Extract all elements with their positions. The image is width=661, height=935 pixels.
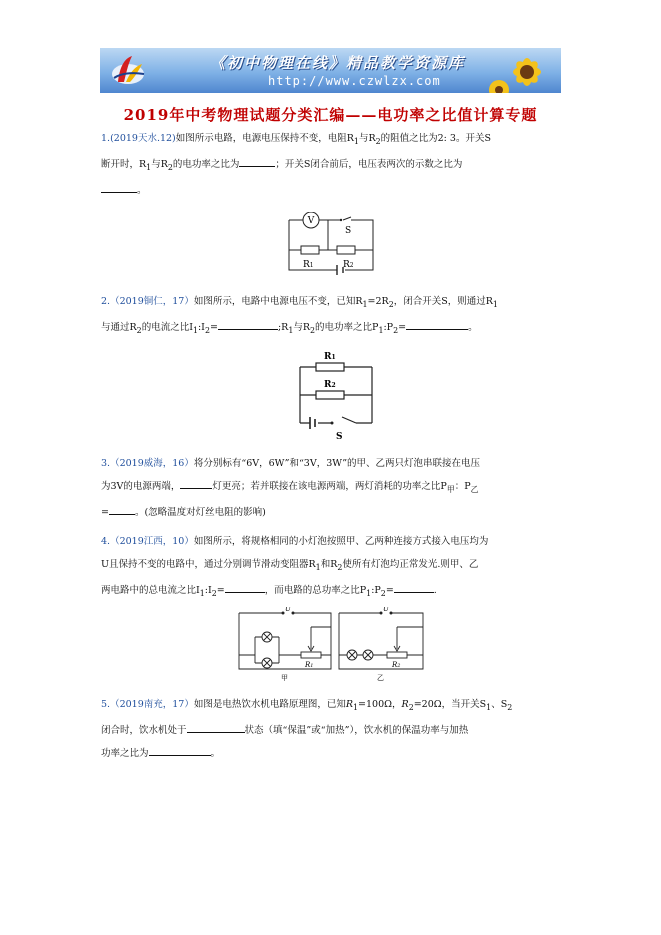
answer-blank[interactable] [239,156,275,167]
question-source: 2.（2019铜仁，17） [101,296,194,307]
question-4: 4.（2019江西，10）如图所示，将规格相同的小灯泡按照甲、乙两种连接方式接入电压均为 U且保持不变的电路中，通过分别调节滑动变阻器$R_1$和$R_2$使所有灯泡均正常发光.则甲、乙 两电路中的总电流之比$I_1:I_2=$ ，而电路的总功率之比$P_1:P_2=$ . [101,536,489,598]
r2-label: R2 [343,260,354,270]
question-source: 3.（2019威海，16） [101,458,194,469]
circuit-yi-label: 乙 [377,674,384,682]
answer-blank[interactable] [109,504,135,515]
r2-label: R2 [324,380,336,390]
answer-blank[interactable] [406,319,468,330]
page-title: 2019年中考物理试题分类汇编——电功率之比值计算专题 [123,106,538,124]
site-logo-icon [110,52,146,88]
question-1: 1.(2019天水.12)如图所示电路，电源电压保持不变，电阻$R_1$与$R_2$的阻值之比为2: 3。开关S 断开时，$R_1$与$R_2$的电功率之比为 ；开关S闭合前后，电压表两次的示数之比为 。 [101,133,491,196]
r1-label: R1 [324,352,336,362]
q4-circuit-figure [235,607,427,683]
r1-label: R1 [303,260,314,270]
answer-blank[interactable] [394,582,434,593]
voltage-label: U [383,607,389,613]
r2-label: R2 [392,661,401,669]
answer-blank[interactable] [180,478,212,489]
sunflower-image [485,48,555,93]
answer-blank[interactable] [218,319,278,330]
answer-blank[interactable] [101,182,137,193]
switch-label: S [345,226,352,236]
header-banner [100,48,561,93]
banner-title: 《初中物理在线》精品教学资源库 [210,54,466,72]
answer-blank[interactable] [149,745,211,756]
circuit-jia-label: 甲 [281,674,288,682]
question-source: 1.(2019天水.12) [101,133,176,144]
voltage-label: U [285,607,291,613]
q1-circuit-figure [285,212,380,282]
switch-label: S [336,432,343,442]
answer-blank[interactable] [187,722,245,733]
banner-url[interactable]: http://www.czwlzx.com [268,74,441,88]
question-2: 2.（2019铜仁，17）如图所示，电路中电源电压不变，已知$R_1=2R_2$，闭合开关S，则通过$R_1$ 与通过$R_2$的电流之比$I_1:I_2=$ $;R_1$与$R_2$的电功率之比$P_1:P_2=$ 。 [101,296,498,335]
answer-blank[interactable] [225,582,265,593]
r1-label: R1 [305,661,314,669]
voltmeter-label: V [307,216,315,226]
question-5: 5.（2019南充，17）如图是电热饮水机电路原理图，已知$R_1=100\Omega$，$R_2=20\Omega$，当开关$S_1$、$S_2$ 闭合时，饮水机处于 状态（填“保温”或“加热”），饮水机的保温功率与加热 功率之比为 。 [101,699,513,759]
question-source: 5.（2019南充，17） [101,699,194,710]
question-source: 4.（2019江西，10） [101,536,194,547]
q2-circuit-figure [296,347,376,442]
question-3: 3.（2019威海，16）将分别标有“6V，6W”和“3V，3W”的甲、乙两只灯泡串联接在电压 为3V的电源两端， 灯更亮；若并联接在该电源两端，两灯消耗的功率之比$P_甲$：$P_乙$ = 。(忽略温度对灯丝电阻的影响) [101,458,481,518]
